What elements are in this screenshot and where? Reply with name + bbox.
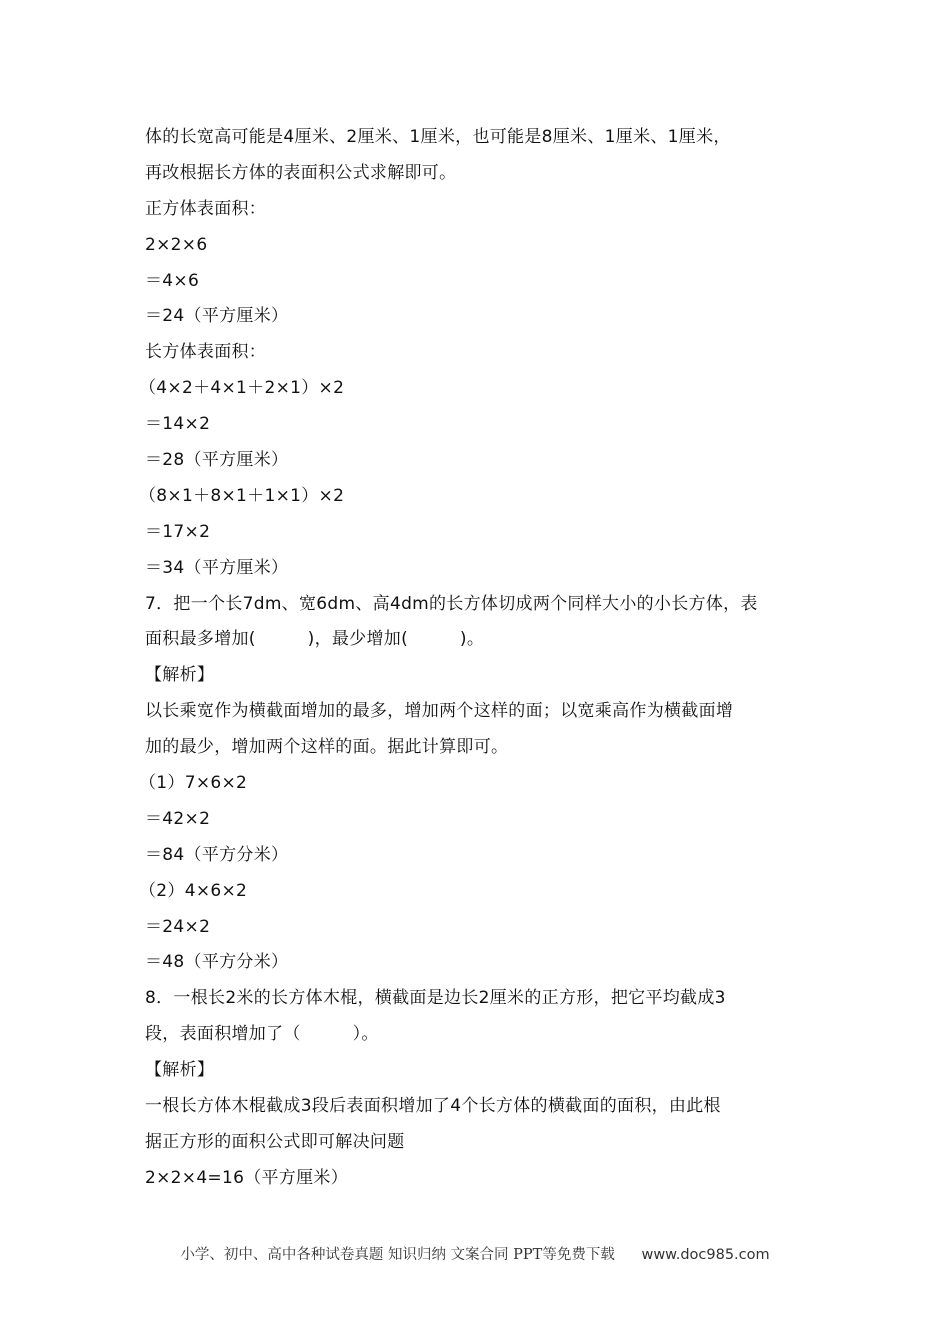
text-line: ＝14×2 xyxy=(145,414,211,435)
text-line: ＝28（平方厘米） xyxy=(145,450,289,471)
text-line: （1）7×6×2 xyxy=(139,773,248,794)
text-line: 长方体表面积： xyxy=(145,342,267,363)
analysis-heading: 【解析】 xyxy=(145,665,215,686)
text-line: （2）4×6×2 xyxy=(139,880,248,901)
text-line: 体的长宽高可能是4厘米、2厘米、1厘米，也可能是8厘米、1厘米、1厘米， xyxy=(145,127,731,147)
text-line: 一根长方体木棍截成3段后表面积增加了4个长方体的横截面的面积，由此根 xyxy=(145,1096,721,1117)
text-line: 加的最少，增加两个这样的面。据此计算即可。 xyxy=(145,737,509,758)
text-line: 以长乘宽作为横截面增加的最多，增加两个这样的面；以宽乘高作为横截面增 xyxy=(145,701,734,722)
text-line: ＝42×2 xyxy=(145,808,211,829)
text-line: ＝48（平方分米） xyxy=(145,952,289,973)
question-7-line: 7．把一个长7dm、宽6dm、高4dm的长方体切成两个同样大小的小长方体，表 xyxy=(145,593,758,614)
text-line: ＝34（平方厘米） xyxy=(145,557,289,578)
text-line: ＝17×2 xyxy=(145,521,211,542)
text-line: 2×2×4=16（平方厘米） xyxy=(145,1167,349,1188)
text-line: ＝24（平方厘米） xyxy=(145,306,289,327)
text-line: ＝84（平方分米） xyxy=(145,844,289,865)
page-footer xyxy=(0,1243,950,1267)
analysis-heading: 【解析】 xyxy=(145,1060,215,1081)
text-line: ＝24×2 xyxy=(145,916,211,937)
text-line: （8×1＋8×1＋1×1）×2 xyxy=(139,485,345,506)
text-line: 正方体表面积： xyxy=(145,198,267,219)
text-line: ＝4×6 xyxy=(145,270,200,291)
text-line: （4×2＋4×1＋2×1）×2 xyxy=(139,378,345,399)
text-line: 据正方形的面积公式即可解决问题 xyxy=(145,1131,405,1152)
text-line: 再改根据长方体的表面积公式求解即可。 xyxy=(145,162,457,183)
question-8-line: 8．一根长2米的长方体木棍，横截面是边长2厘米的正方形，把它平均截成3 xyxy=(145,988,726,1009)
text-line: 2×2×6 xyxy=(145,234,208,255)
footer-text: 小学、初中、高中各种试卷真题 知识归纳 文案合同 PPT等免费下载 xyxy=(180,1247,615,1263)
footer-url: www.doc985.com xyxy=(641,1247,770,1263)
question-8-line: 段，表面积增加了（ ）。 xyxy=(145,1024,379,1045)
document-body xyxy=(139,120,805,1197)
question-7-line: 面积最多增加( )，最少增加( )。 xyxy=(145,629,485,650)
